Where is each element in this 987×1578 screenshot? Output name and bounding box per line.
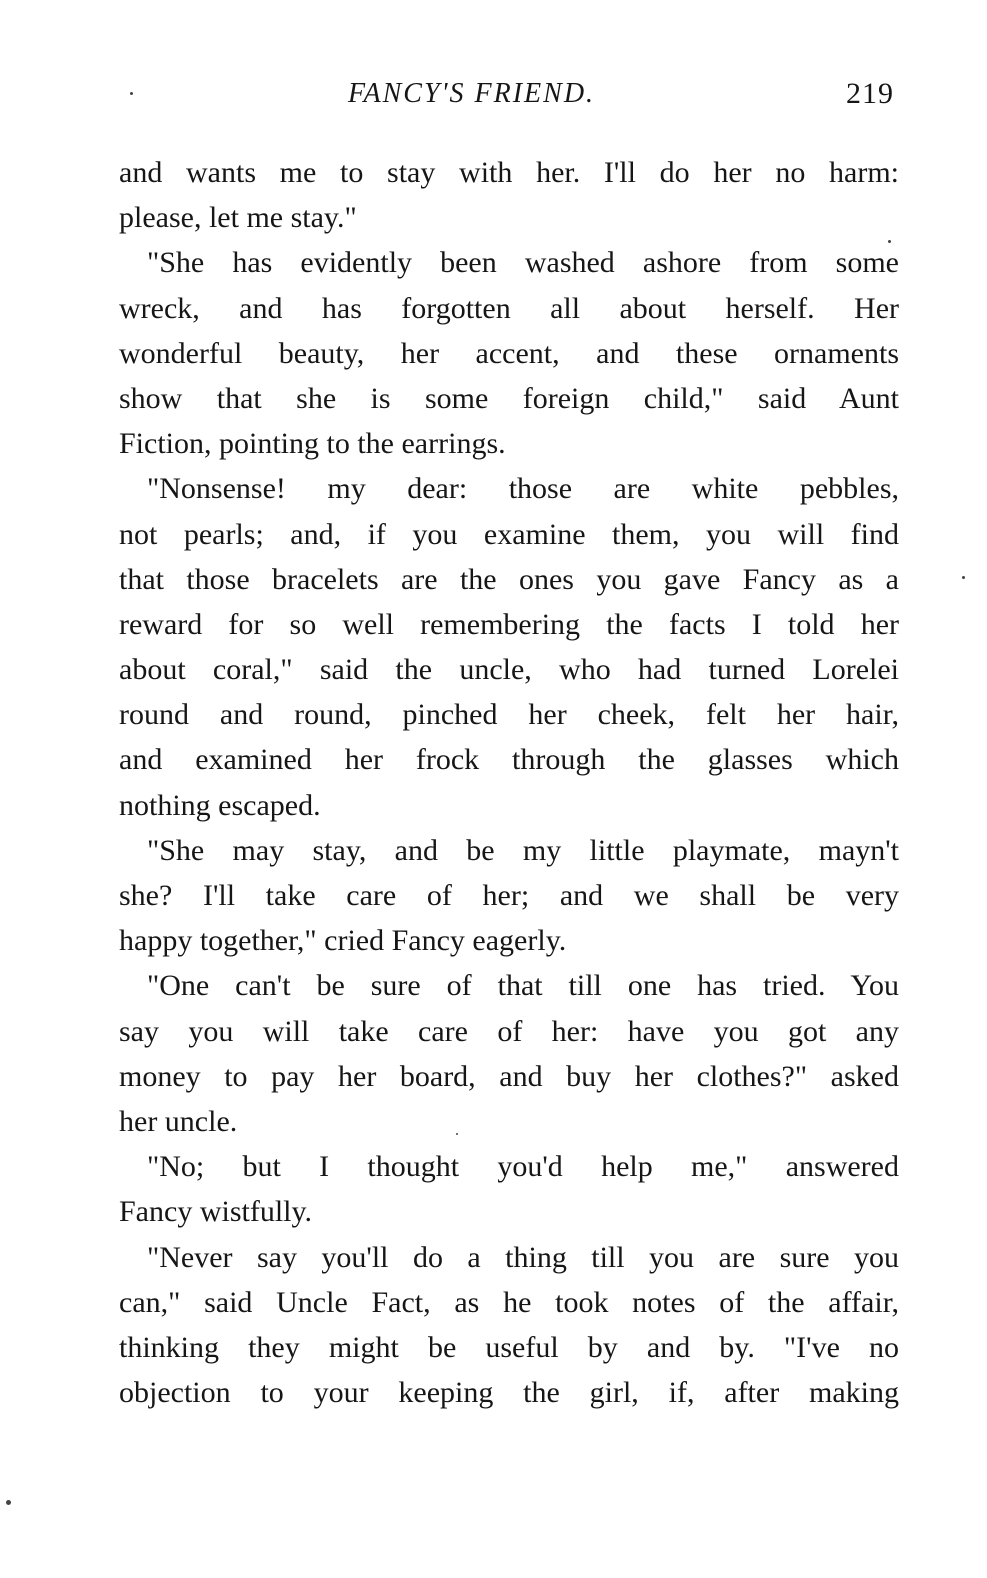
text-line: wonderful beauty, her accent, and these ornaments [119, 336, 899, 370]
text-line: and examined her frock through the glasses which [119, 743, 899, 777]
text-line: about coral," said the uncle, who had turned Lorelei [119, 653, 899, 687]
text-line: "She may stay, and be my little playmate, mayn't [147, 833, 899, 867]
text-line: Fancy wistfully. [119, 1195, 313, 1229]
text-line: "One can't be sure of that till one has tried. You [147, 969, 899, 1003]
body-text [119, 150, 899, 1415]
text-line: and wants me to stay with her. I'll do her no harm: [119, 156, 899, 189]
text-line: thinking they might be useful by and by. "I've no [119, 1330, 899, 1364]
text-line: can," said Uncle Fact, as he took notes of the affair, [119, 1285, 899, 1319]
text-line: money to pay her board, and buy her clothes?" asked [119, 1059, 899, 1093]
page-header [118, 74, 900, 114]
text-line: her uncle. [119, 1104, 238, 1138]
text-line: reward for so well remembering the facts I told her [119, 607, 899, 641]
text-line: objection to your keeping the girl, if, after making [119, 1376, 899, 1410]
text-line: "She has evidently been washed ashore from some [147, 246, 899, 280]
scan-speck [888, 240, 891, 243]
running-title: FANCY'S FRIEND. [348, 78, 596, 109]
page-number: 219 [846, 77, 894, 110]
text-line: "Never say you'll do a thing till you are sure you [147, 1240, 899, 1274]
scan-speck [456, 1133, 458, 1135]
text-line: happy together," cried Fancy eagerly. [119, 924, 567, 958]
text-line: round and round, pinched her cheek, felt her hair, [119, 698, 899, 732]
text-line: she? I'll take care of her; and we shall be very [119, 879, 899, 912]
text-line: show that she is some foreign child," said Aunt [119, 381, 899, 415]
text-line: not pearls; and, if you examine them, you will find [119, 517, 899, 551]
text-line: say you will take care of her: have you got any [119, 1014, 899, 1048]
text-line: "No; but I thought you'd help me," answered [147, 1150, 899, 1184]
text-line: "Nonsense! my dear: those are white pebbles, [147, 472, 899, 506]
text-line: that those bracelets are the ones you gave Fancy as a [119, 562, 899, 596]
scan-speck [130, 92, 133, 95]
text-line: nothing escaped. [119, 788, 321, 822]
scan-speck [6, 1500, 11, 1505]
text-line: please, let me stay." [119, 201, 357, 235]
text-line: wreck, and has forgotten all about herself. Her [119, 291, 899, 325]
text-line: Fiction, pointing to the earrings. [119, 427, 506, 461]
scan-speck [962, 576, 965, 579]
